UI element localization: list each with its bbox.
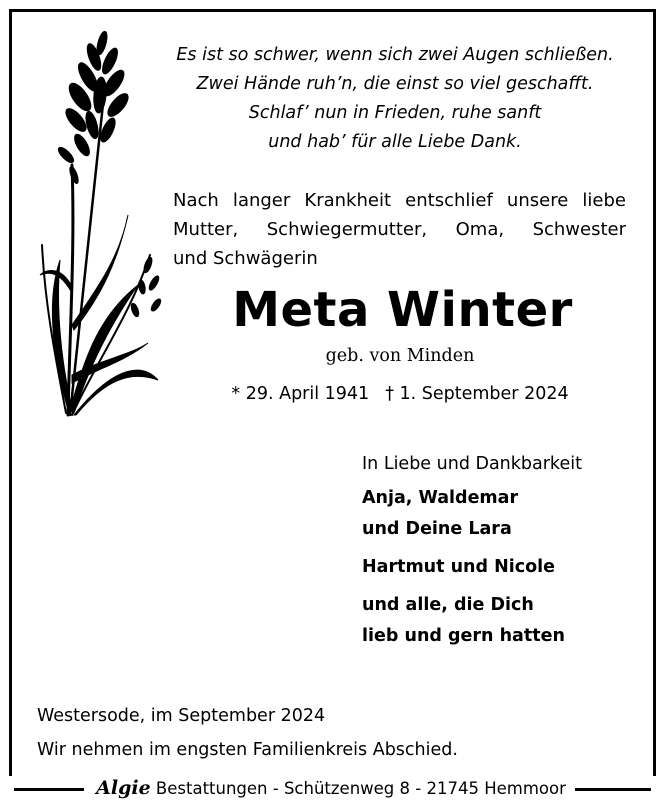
maiden-name: geb. von Minden (325, 346, 475, 366)
intro-line: Nach langer Krankheit entschlief unsere liebe (173, 190, 626, 211)
poem (140, 41, 650, 157)
place-date: Westersode, im September 2024 (37, 706, 326, 726)
intro-line: und Schwägerin (173, 248, 318, 269)
mourner-group (362, 552, 642, 583)
death-date: † 1. September 2024 (385, 384, 569, 404)
divider (14, 788, 84, 791)
undertaker-info (86, 777, 576, 800)
mourner-group (362, 483, 642, 545)
mourner-line: Hartmut und Nicole (362, 557, 556, 577)
undertaker-logo: Algie (96, 777, 151, 799)
intro-line: Mutter, Schwiegermutter, Oma, Schwester (173, 219, 626, 240)
divider (575, 788, 651, 791)
life-dates (200, 380, 600, 408)
mourners (362, 449, 642, 659)
mourner-line: und Deine Lara (362, 519, 512, 539)
poem-line: Es ist so schwer, wenn sich zwei Augen schließen. (176, 45, 614, 65)
mourner-line: Anja, Waldemar (362, 488, 519, 508)
poem-line: und hab’ für alle Liebe Dank. (268, 132, 522, 152)
mourner-line: lieb und gern hatten (362, 626, 565, 646)
poem-line: Schlaf’ nun in Frieden, ruhe sanft (248, 103, 542, 123)
deceased-name: Meta Winter (232, 282, 573, 338)
mourner-line: und alle, die Dich (362, 595, 534, 615)
undertaker-bar (0, 776, 665, 800)
undertaker-text: Bestattungen - Schützenweg 8 - 21745 Hemmoor (155, 779, 566, 798)
poem-line: Zwei Hände ruh’n, die einst so viel geschafft. (196, 74, 594, 94)
birth-date: * 29. April 1941 (231, 384, 370, 404)
farewell-note: Wir nehmen im engsten Familienkreis Abschied. (37, 740, 458, 760)
intro-text (173, 186, 626, 273)
mourners-lead: In Liebe und Dankbarkeit (362, 454, 582, 474)
mourner-group (362, 590, 642, 652)
